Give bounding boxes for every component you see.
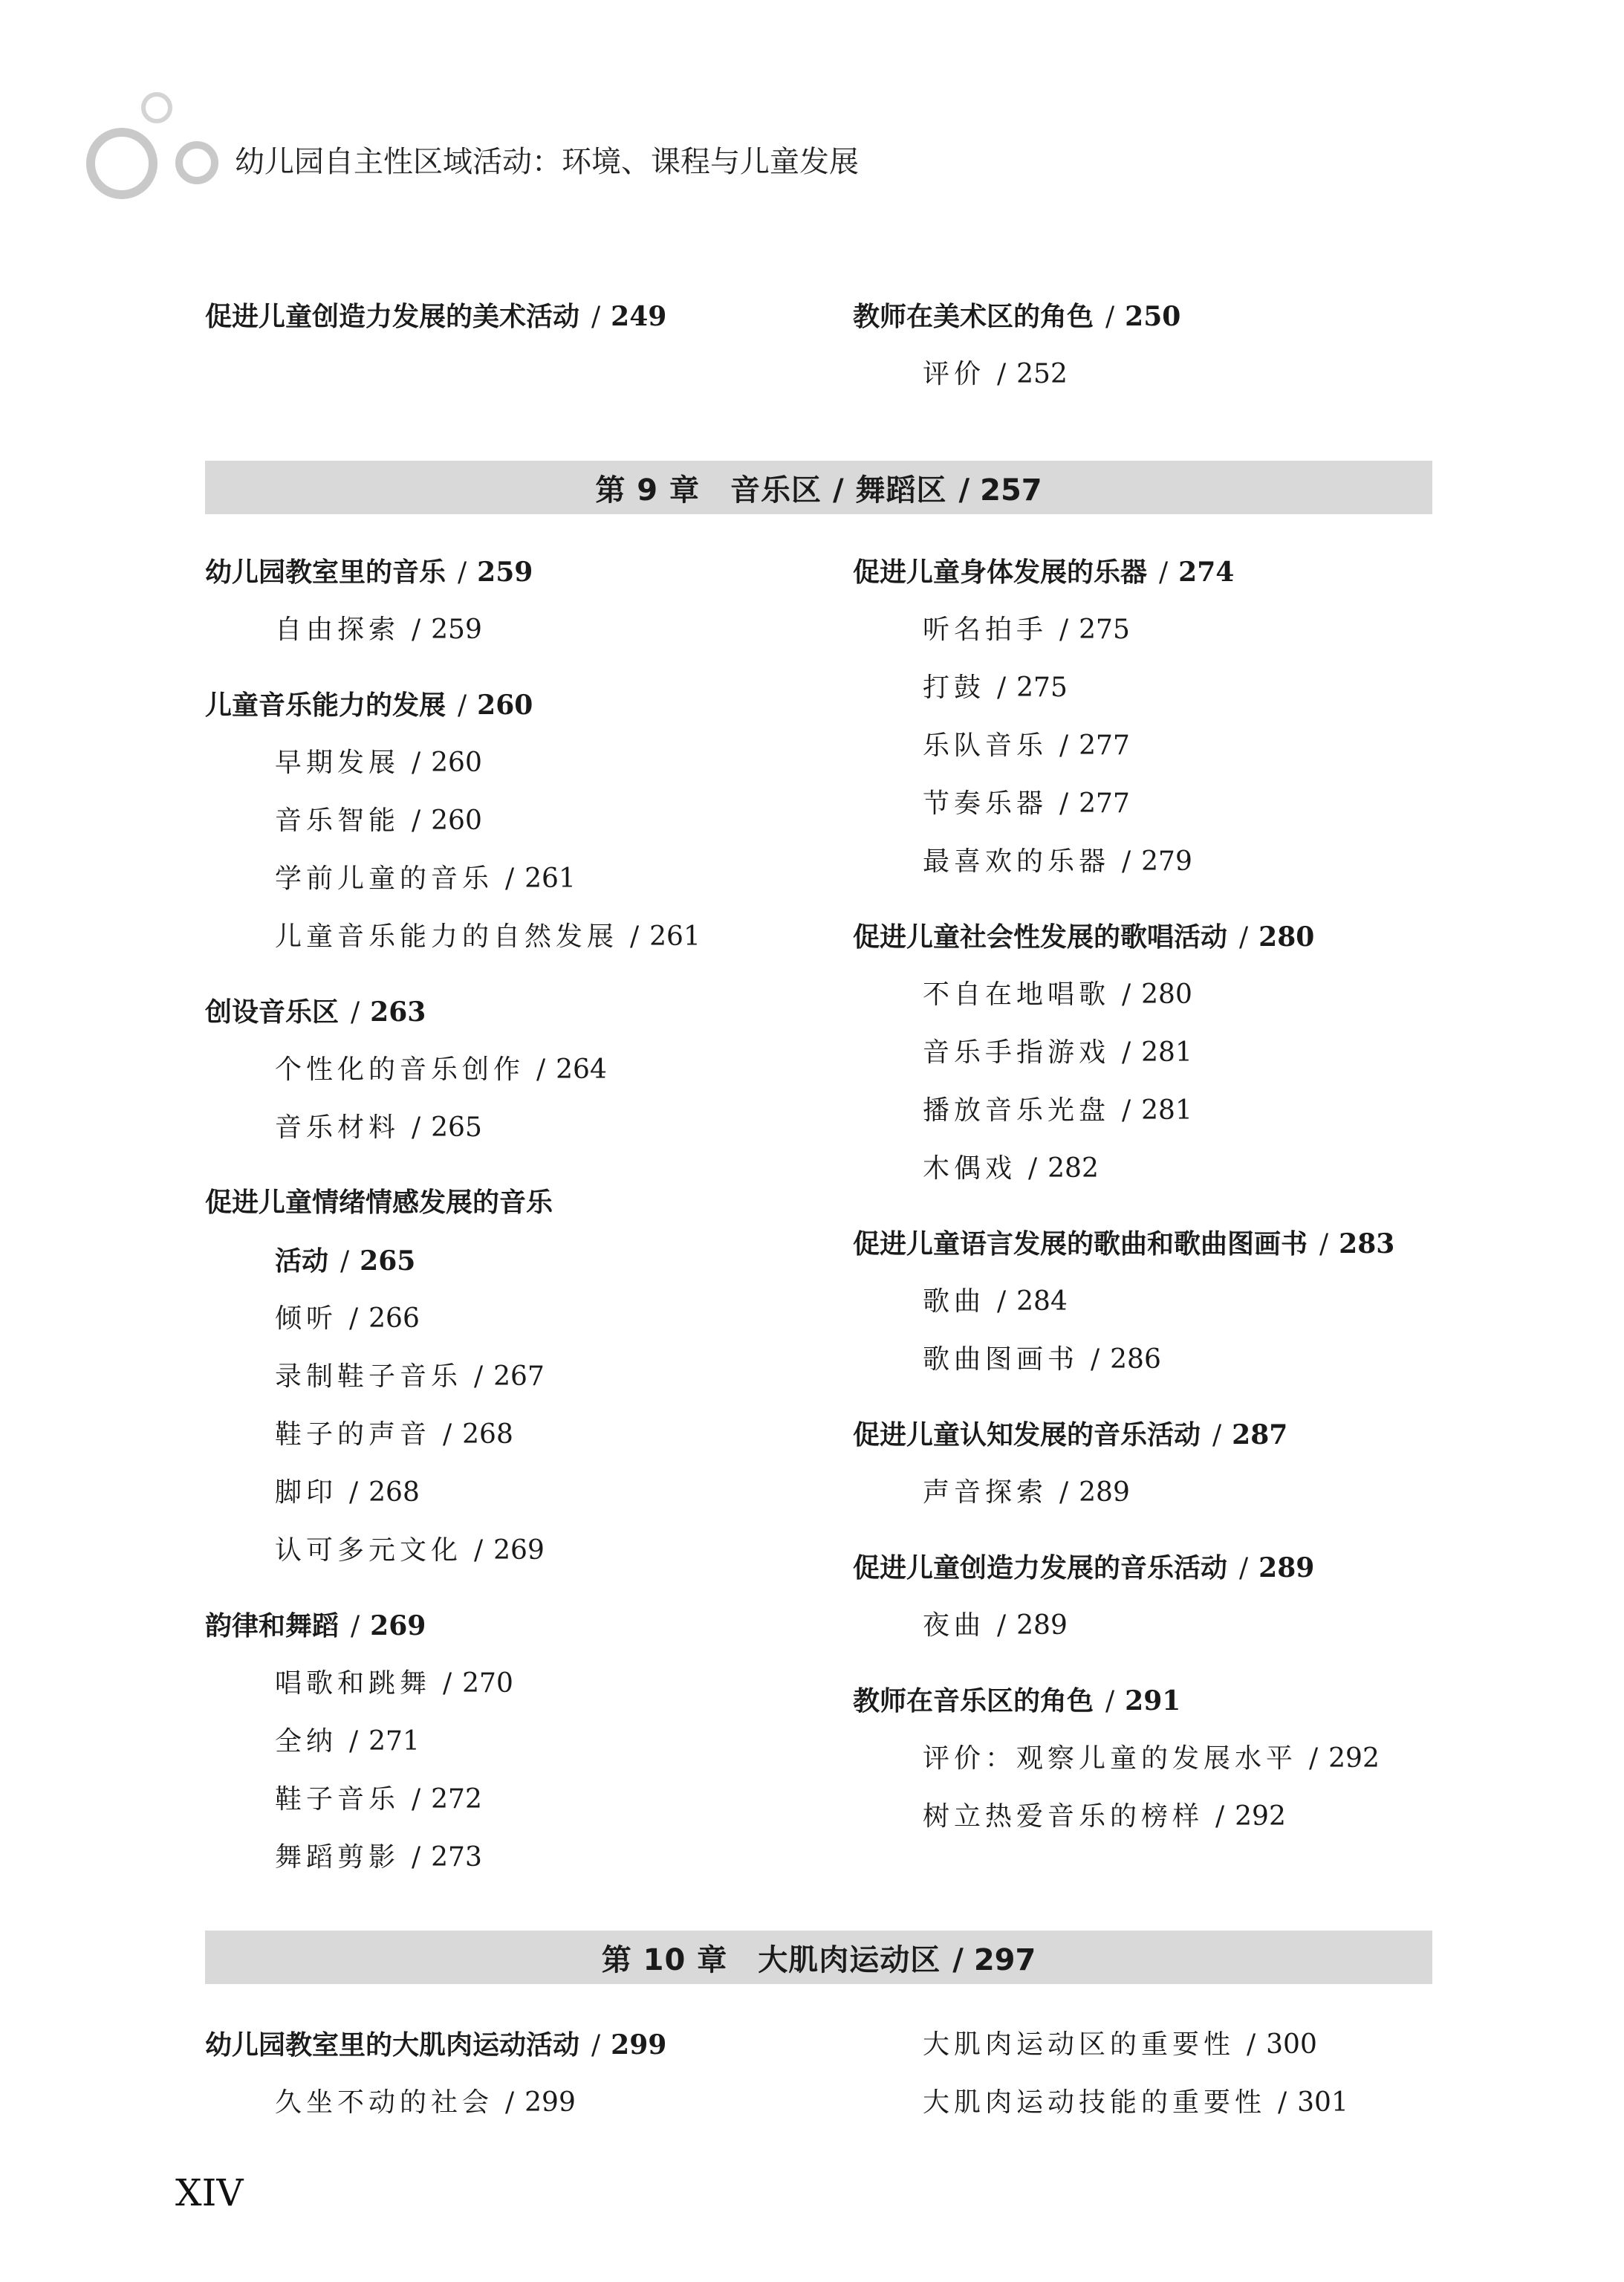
toc-entry-title: 评价：观察儿童的发展水平 (923, 1743, 1298, 1774)
toc-subsection-entry[interactable] (923, 846, 1192, 878)
separator: / (349, 1303, 359, 1334)
toc-page-number: 280 (1258, 921, 1315, 953)
toc-entry-title: 活动 (275, 1246, 329, 1277)
chapter-10-heading[interactable] (205, 1931, 1432, 1984)
toc-page-number: 259 (477, 557, 533, 588)
toc-entry-title: 夜曲 (923, 1610, 986, 1641)
toc-entry-title: 听名拍手 (923, 615, 1048, 645)
toc-page-number: 261 (649, 921, 701, 952)
toc-page-number: 299 (611, 2029, 667, 2061)
toc-page-number: 265 (431, 1112, 482, 1143)
toc-entry-title: 打鼓 (923, 672, 986, 703)
separator: / (505, 863, 515, 894)
separator: / (1028, 1153, 1038, 1184)
toc-page-number: 252 (1016, 359, 1068, 389)
toc-page-number: 289 (1016, 1610, 1068, 1641)
toc-entry-title: 歌曲 (923, 1286, 986, 1317)
toc-entry-title: 大肌肉运动区的重要性 (923, 2029, 1235, 2060)
chapter-title: 第 9 章 音乐区 / 舞蹈区 / 257 (595, 472, 1042, 508)
separator: / (351, 1611, 360, 1641)
toc-subsection-entry[interactable] (923, 1343, 1161, 1376)
toc-entry-title: 鞋子音乐 (275, 1784, 400, 1815)
toc-entry-title: 自由探索 (275, 615, 400, 645)
toc-page-number: 292 (1328, 1743, 1380, 1774)
toc-section-entry[interactable] (853, 1552, 1314, 1585)
separator: / (351, 997, 360, 1028)
toc-subsection-entry[interactable] (275, 1725, 420, 1758)
toc-entry-title: 促进儿童身体发展的乐器 (853, 557, 1148, 588)
toc-entry-title: 韵律和舞蹈 (205, 1611, 340, 1641)
separator: / (1091, 1344, 1100, 1375)
toc-entry-title: 木偶戏 (923, 1153, 1017, 1184)
separator: / (1122, 846, 1131, 877)
separator: / (1215, 1801, 1225, 1832)
separator: / (443, 1419, 452, 1450)
separator: / (591, 302, 601, 332)
toc-section-entry[interactable] (853, 300, 1180, 334)
toc-section-entry[interactable] (853, 1419, 1287, 1452)
toc-entry-title: 促进儿童语言发展的歌曲和歌曲图画书 (853, 1229, 1308, 1260)
toc-section-entry[interactable] (205, 2029, 666, 2062)
toc-subsection-entry[interactable] (923, 1153, 1099, 1185)
separator: / (1059, 615, 1069, 645)
toc-page-number: 260 (431, 805, 482, 836)
toc-section-entry[interactable] (205, 1187, 553, 1219)
toc-entry-title: 鞋子的声音 (275, 1419, 432, 1450)
toc-subsection-entry[interactable] (275, 1361, 545, 1393)
toc-page-number: 283 (1339, 1228, 1395, 1260)
toc-entry-title: 全纳 (275, 1726, 338, 1757)
toc-entry-title: 幼儿园教室里的大肌肉运动活动 (205, 2030, 580, 2061)
toc-subsection-entry[interactable] (275, 805, 482, 837)
toc-entry-title: 唱歌和跳舞 (275, 1668, 432, 1699)
separator: / (536, 1054, 546, 1085)
separator: / (412, 1784, 421, 1815)
toc-page-number: 260 (431, 748, 482, 778)
toc-subsection-entry[interactable] (923, 1610, 1068, 1642)
toc-subsection-entry[interactable] (923, 358, 1068, 391)
separator: / (1105, 1686, 1115, 1717)
toc-page-number: 289 (1258, 1552, 1315, 1584)
separator: / (474, 1361, 484, 1392)
separator: / (1239, 922, 1249, 953)
toc-page-number: 284 (1016, 1286, 1068, 1317)
toc-subsection-entry[interactable] (923, 788, 1130, 820)
toc-subsection-entry[interactable] (275, 1303, 420, 1335)
separator: / (458, 690, 467, 721)
toc-subsection-entry[interactable] (923, 1095, 1192, 1127)
toc-entry-title: 学前儿童的音乐 (275, 863, 494, 894)
separator: / (1122, 1037, 1131, 1068)
toc-subsection-entry[interactable] (275, 747, 482, 779)
separator: / (1059, 1477, 1069, 1508)
toc-entry-title: 促进儿童认知发展的音乐活动 (853, 1420, 1201, 1450)
toc-subsection-entry[interactable] (923, 1800, 1286, 1833)
toc-subsection-entry[interactable] (275, 2087, 576, 2119)
toc-entry-title: 创设音乐区 (205, 997, 340, 1028)
separator: / (1239, 1553, 1249, 1584)
toc-page-number: 268 (368, 1477, 420, 1508)
toc-page-number: 263 (370, 996, 426, 1028)
toc-page-number: 287 (1232, 1419, 1288, 1450)
page-header (0, 0, 1624, 223)
toc-section-entry[interactable] (205, 996, 426, 1029)
toc-entry-title: 儿童音乐能力的自然发展 (275, 921, 619, 952)
toc-subsection-entry[interactable] (923, 2087, 1348, 2119)
separator: / (474, 1535, 484, 1566)
toc-subsection-entry[interactable] (923, 979, 1192, 1011)
toc-entry-title: 节奏乐器 (923, 788, 1048, 819)
toc-page-number: 267 (493, 1361, 545, 1392)
toc-section-entry[interactable] (853, 1228, 1394, 1261)
circle-ornament-icon (175, 141, 218, 184)
toc-page-number: 269 (370, 1610, 426, 1641)
toc-section-entry[interactable] (853, 921, 1314, 954)
toc-entry-title: 促进儿童创造力发展的音乐活动 (853, 1553, 1228, 1584)
toc-entry-title: 音乐智能 (275, 805, 400, 836)
separator: / (1278, 2087, 1287, 2118)
toc-page-number: 260 (477, 690, 533, 721)
toc-entry-title: 最喜欢的乐器 (923, 846, 1111, 877)
toc-page-number: 264 (556, 1054, 607, 1085)
circle-ornament-icon (141, 92, 172, 123)
separator: / (997, 1610, 1007, 1641)
toc-subsection-entry[interactable] (275, 1534, 545, 1567)
toc-page-number: 269 (493, 1535, 545, 1566)
toc-section-entry[interactable] (205, 1610, 426, 1643)
toc-entry-title: 儿童音乐能力的发展 (205, 690, 446, 721)
toc-page-number: 292 (1235, 1801, 1286, 1832)
separator: / (412, 1842, 421, 1873)
toc-entry-title: 认可多元文化 (275, 1535, 463, 1566)
toc-subsection-entry[interactable] (275, 1667, 513, 1700)
toc-page-number: 277 (1079, 730, 1130, 761)
toc-subsection-entry[interactable] (923, 1743, 1380, 1775)
toc-page-number: 299 (524, 2087, 576, 2118)
toc-entry-title: 促进儿童创造力发展的美术活动 (205, 302, 580, 332)
toc-page-number: 282 (1048, 1153, 1099, 1184)
separator: / (997, 1286, 1007, 1317)
toc-subsection-entry[interactable] (923, 2029, 1317, 2061)
toc-page-number: 289 (1079, 1477, 1130, 1508)
toc-entry-title: 评价 (923, 359, 986, 389)
separator: / (505, 2087, 515, 2118)
toc-page-number: 280 (1141, 979, 1192, 1010)
toc-page-number: 268 (462, 1419, 513, 1450)
separator: / (349, 1726, 359, 1757)
separator: / (412, 1112, 421, 1143)
chapter-title: 第 10 章 大肌肉运动区 / 297 (601, 1942, 1036, 1977)
separator: / (1105, 302, 1115, 332)
toc-entry-title: 播放音乐光盘 (923, 1095, 1111, 1126)
chapter-9-heading[interactable] (205, 461, 1432, 514)
toc-page-number: 266 (368, 1303, 420, 1334)
toc-page-number: 286 (1110, 1344, 1161, 1375)
toc-entry-title: 促进儿童情绪情感发展的音乐 (205, 1187, 553, 1218)
separator: / (1159, 557, 1169, 588)
circle-ornament-icon (86, 128, 157, 199)
toc-subsection-entry[interactable] (923, 1477, 1130, 1509)
toc-section-entry[interactable] (853, 556, 1234, 589)
toc-page-number: 300 (1266, 2029, 1317, 2060)
toc-subsection-entry[interactable] (275, 863, 576, 895)
toc-entry-title: 幼儿园教室里的音乐 (205, 557, 446, 588)
toc-entry-title: 音乐手指游戏 (923, 1037, 1111, 1068)
toc-subsection-entry[interactable] (923, 730, 1130, 762)
toc-subsection-entry[interactable] (275, 921, 701, 953)
toc-entry-title: 教师在美术区的角色 (853, 302, 1094, 332)
separator: / (340, 1246, 350, 1277)
toc-page-number: 281 (1141, 1037, 1192, 1068)
toc-subsection-entry[interactable] (923, 672, 1068, 704)
separator: / (1319, 1229, 1329, 1260)
toc-page-number: 277 (1079, 788, 1130, 819)
toc-entry-title: 早期发展 (275, 748, 400, 778)
separator: / (412, 615, 421, 645)
toc-entry-title: 促进儿童社会性发展的歌唱活动 (853, 922, 1228, 953)
toc-entry-title: 脚印 (275, 1477, 338, 1508)
toc-section-entry[interactable] (853, 1685, 1180, 1718)
toc-entry-title: 录制鞋子音乐 (275, 1361, 463, 1392)
separator: / (458, 557, 467, 588)
separator: / (997, 672, 1007, 703)
toc-page-number: 281 (1141, 1095, 1192, 1126)
toc-page-number: 265 (360, 1245, 416, 1277)
toc-page-number: 275 (1079, 615, 1130, 645)
separator: / (997, 359, 1007, 389)
toc-section-entry[interactable] (205, 556, 533, 589)
separator: / (443, 1668, 452, 1699)
toc-entry-title: 个性化的音乐创作 (275, 1054, 525, 1085)
toc-page-number: 274 (1178, 557, 1235, 588)
toc-page-number: 271 (368, 1726, 420, 1757)
toc-entry-title: 声音探索 (923, 1477, 1048, 1508)
running-title: 幼儿园自主性区域活动：环境、课程与儿童发展 (235, 145, 859, 179)
toc-entry-title: 树立热爱音乐的榜样 (923, 1801, 1204, 1832)
toc-subsection-entry[interactable] (923, 1037, 1192, 1069)
separator: / (1059, 788, 1069, 819)
toc-subsection-entry[interactable] (275, 1419, 513, 1451)
toc-subsection-entry[interactable] (275, 1477, 420, 1509)
toc-subsection-entry[interactable] (275, 614, 482, 646)
separator: / (1212, 1420, 1222, 1450)
toc-subsection-entry[interactable] (275, 1841, 482, 1874)
toc-page-number: 249 (611, 301, 667, 332)
separator: / (1122, 979, 1131, 1010)
toc-entry-title: 久坐不动的社会 (275, 2087, 494, 2118)
toc-entry-title: 倾听 (275, 1303, 338, 1334)
toc-section-entry[interactable] (205, 689, 533, 722)
toc-entry-title: 音乐材料 (275, 1112, 400, 1143)
toc-entry-title: 乐队音乐 (923, 730, 1048, 761)
toc-page-number: 270 (462, 1668, 513, 1699)
toc-page-number: 279 (1141, 846, 1192, 877)
separator: / (1059, 730, 1069, 761)
toc-section-entry[interactable] (205, 300, 666, 334)
toc-subsection-entry[interactable] (923, 1286, 1068, 1318)
toc-subsection-entry[interactable] (275, 1054, 607, 1086)
separator: / (1309, 1743, 1319, 1774)
toc-subsection-entry[interactable] (275, 1783, 482, 1816)
separator: / (1247, 2029, 1256, 2060)
toc-subsection-entry[interactable] (275, 1245, 415, 1278)
toc-page-number: 275 (1016, 672, 1068, 703)
separator: / (412, 748, 421, 778)
toc-page-number: 291 (1125, 1685, 1181, 1717)
toc-page-number: 301 (1297, 2087, 1348, 2118)
toc-page-number: 273 (431, 1842, 482, 1873)
toc-entry-title: 大肌肉运动技能的重要性 (923, 2087, 1267, 2118)
toc-subsection-entry[interactable] (275, 1112, 482, 1144)
toc-entry-title: 教师在音乐区的角色 (853, 1686, 1094, 1717)
toc-page-number: 261 (524, 863, 576, 894)
toc-entry-title: 不自在地唱歌 (923, 979, 1111, 1010)
separator: / (1122, 1095, 1131, 1126)
separator: / (591, 2030, 601, 2061)
separator: / (630, 921, 640, 952)
toc-entry-title: 舞蹈剪影 (275, 1842, 400, 1873)
toc-page-number: 259 (431, 615, 482, 645)
toc-subsection-entry[interactable] (923, 614, 1130, 646)
toc-page-number: 250 (1125, 301, 1181, 332)
separator: / (412, 805, 421, 836)
toc-entry-title: 歌曲图画书 (923, 1344, 1079, 1375)
page-number: XIV (175, 2171, 244, 2214)
separator: / (349, 1477, 359, 1508)
toc-page-number: 272 (431, 1784, 482, 1815)
